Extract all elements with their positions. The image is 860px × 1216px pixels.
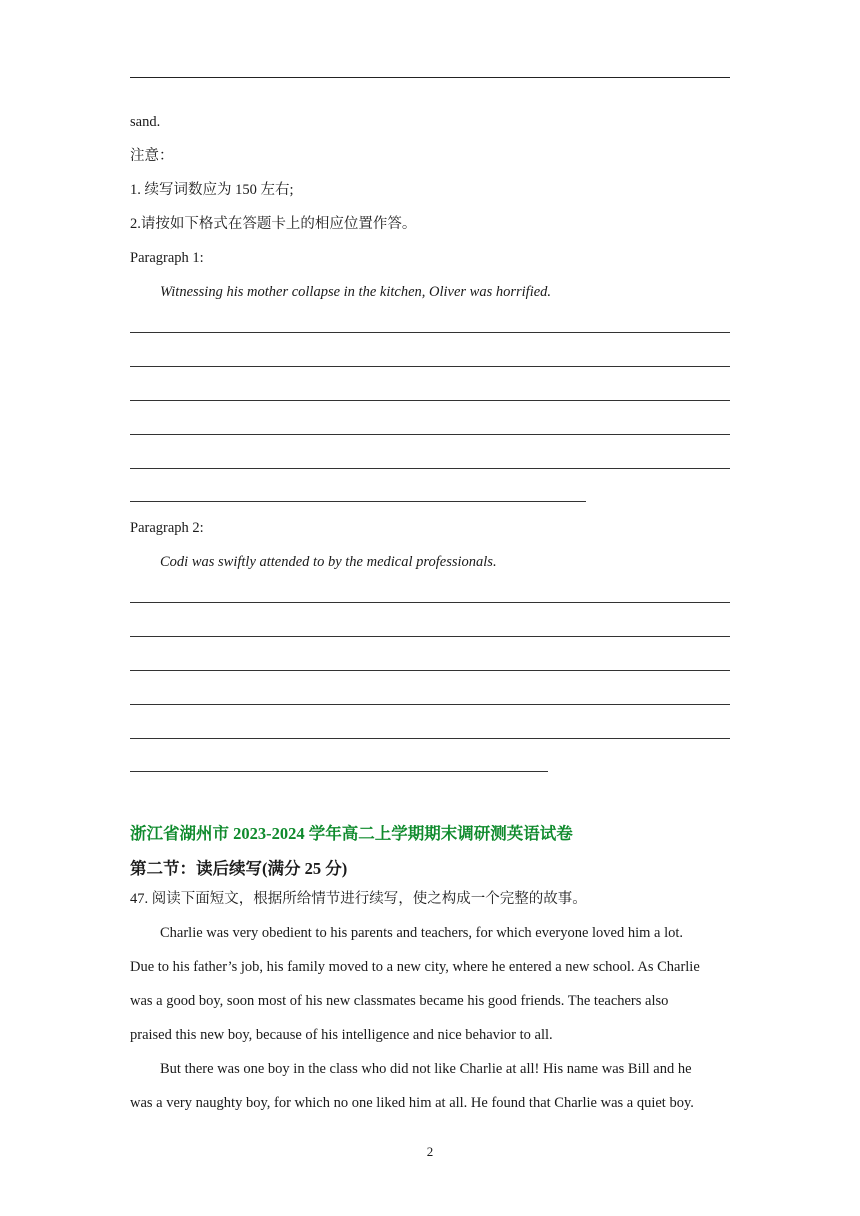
exam-title: 浙江省湖州市 2023-2024 学年高二上学期期末调研测英语试卷: [130, 824, 573, 843]
paragraph1-label: Paragraph 1:: [130, 250, 204, 266]
notice-item-2: 2.请按如下格式在答题卡上的相应位置作答。: [130, 216, 417, 232]
answer-line: [130, 771, 548, 772]
paragraph2-label: Paragraph 2:: [130, 520, 204, 536]
page-number: 2: [426, 1144, 434, 1159]
answer-line: [130, 468, 730, 469]
passage-line: Charlie was very obedient to his parents and teachers, for which everyone loved him a lot.: [160, 925, 684, 941]
notice-item-1: 1. 续写词数应为 150 左右;: [130, 182, 294, 198]
passage-line: praised this new boy, because of his intelligence and nice behavior to all.: [130, 1027, 553, 1043]
answer-line: [130, 636, 730, 637]
answer-line: [130, 738, 730, 739]
passage-line: Due to his father’s job, his family moved to a new city, where he entered a new school. As Charlie: [130, 959, 700, 975]
question-text: 47. 阅读下面短文，根据所给情节进行续写，使之构成一个完整的故事。: [130, 891, 587, 907]
passage-line: was a good boy, soon most of his new classmates became his good friends. The teachers also: [130, 993, 669, 1009]
answer-line: [130, 434, 730, 435]
header-rule: [130, 77, 730, 78]
continuation-text: sand.: [130, 114, 161, 130]
notice-heading: 注意：: [130, 148, 174, 164]
paragraph1-prompt: Witnessing his mother collapse in the kitchen, Oliver was horrified.: [160, 284, 552, 300]
answer-line: [130, 602, 730, 603]
answer-line: [130, 501, 586, 502]
answer-line: [130, 670, 730, 671]
answer-line: [130, 366, 730, 367]
paragraph2-prompt: Codi was swiftly attended to by the medical professionals.: [160, 554, 497, 570]
answer-line: [130, 332, 730, 333]
answer-line: [130, 704, 730, 705]
passage-line: was a very naughty boy, for which no one liked him at all. He found that Charlie was a quiet boy.: [130, 1095, 694, 1111]
answer-line: [130, 400, 730, 401]
passage-line: But there was one boy in the class who did not like Charlie at all! His name was Bill and he: [160, 1061, 692, 1077]
section-title: 第二节：读后续写(满分 25 分): [130, 859, 348, 878]
